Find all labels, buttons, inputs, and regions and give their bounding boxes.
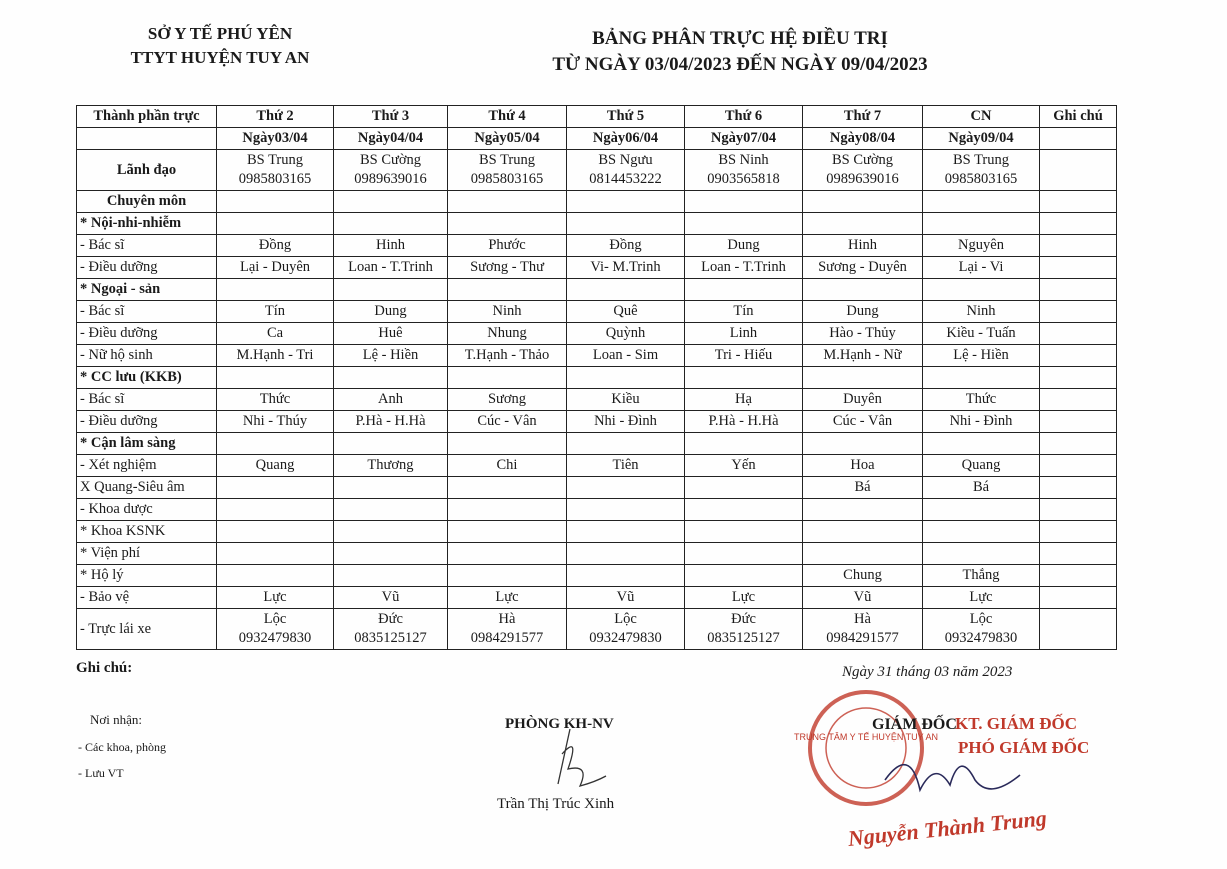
table-row: [77, 455, 1117, 477]
table-row: [77, 279, 1117, 301]
table-cell: [567, 367, 685, 389]
note-cell: [1040, 235, 1117, 257]
table-cell: [803, 191, 923, 213]
table-cell: [803, 279, 923, 301]
driver-phone: 0984291577: [826, 630, 899, 646]
table-cell: T.Hạnh - Thảo: [448, 345, 567, 367]
table-cell: [685, 499, 803, 521]
table-row: [77, 323, 1117, 345]
note-cell: [1040, 543, 1117, 565]
leader-cell: [217, 150, 334, 191]
table-cell: [334, 191, 448, 213]
table-row: [77, 543, 1117, 565]
note-cell: [1040, 477, 1117, 499]
leader-phone: 0989639016: [354, 171, 427, 187]
row-label: * Viện phí: [77, 543, 217, 565]
table-cell: [685, 543, 803, 565]
table-cell: Nhi - Thúy: [217, 411, 334, 433]
table-cell: [217, 499, 334, 521]
column-header-day: Thứ 5: [567, 106, 685, 128]
director-title: GIÁM ĐỐC: [872, 716, 957, 733]
column-header-day: CN: [923, 106, 1040, 128]
table-cell: [334, 477, 448, 499]
note-cell: [1040, 587, 1117, 609]
table-cell: Loan - T.Trinh: [334, 257, 448, 279]
note-cell: [1040, 455, 1117, 477]
org-line-1: SỞ Y TẾ PHÚ YÊN: [147, 24, 293, 43]
column-header-day: Thứ 2: [217, 106, 334, 128]
leader-cell: [803, 150, 923, 191]
table-row: [77, 433, 1117, 455]
table-cell: Quang: [217, 455, 334, 477]
note-cell: [1040, 389, 1117, 411]
table-cell: [923, 521, 1040, 543]
table-cell: Ca: [217, 323, 334, 345]
driver-name: Lộc: [969, 611, 993, 627]
table-cell: Lại - Duyên: [217, 257, 334, 279]
note-cell: [1040, 499, 1117, 521]
table-cell: Bá: [803, 477, 923, 499]
table-cell: [217, 279, 334, 301]
driver-name: Hà: [498, 611, 516, 627]
table-cell: [334, 433, 448, 455]
table-cell: [923, 191, 1040, 213]
table-cell: Yến: [685, 455, 803, 477]
table-row: [77, 257, 1117, 279]
driver-name: Hà: [854, 611, 871, 627]
table-cell: Vũ: [334, 587, 448, 609]
table-cell: Tiên: [567, 455, 685, 477]
table-cell: [448, 213, 567, 235]
column-header-date: Ngày09/04: [923, 128, 1040, 150]
table-row: [77, 389, 1117, 411]
table-cell: [334, 279, 448, 301]
table-cell: [567, 433, 685, 455]
table-cell: Thức: [217, 389, 334, 411]
row-label: - Bác sĩ: [77, 301, 217, 323]
table-cell: Nhung: [448, 323, 567, 345]
table-cell: Vũ: [567, 587, 685, 609]
driver-cell: [567, 609, 685, 650]
note-cell: [1040, 345, 1117, 367]
table-cell: [448, 279, 567, 301]
row-label: - Xét nghiệm: [77, 455, 217, 477]
table-cell: [1040, 150, 1117, 191]
leader-phone: 0989639016: [826, 171, 899, 187]
row-label: * Nội-nhi-nhiễm: [77, 213, 217, 235]
driver-phone: 0932479830: [238, 630, 312, 646]
table-row: [77, 477, 1117, 499]
table-cell: P.Hà - H.Hà: [685, 411, 803, 433]
table-cell: Ninh: [448, 301, 567, 323]
column-header-day: Thứ 3: [334, 106, 448, 128]
table-cell: [448, 191, 567, 213]
table-cell: Thương: [334, 455, 448, 477]
table-cell: [567, 279, 685, 301]
table-cell: Tín: [217, 301, 334, 323]
row-label: - Bác sĩ: [77, 389, 217, 411]
leader-cell: [448, 150, 567, 191]
row-label: - Nữ hộ sinh: [77, 345, 217, 367]
row-label: * Khoa KSNK: [77, 521, 217, 543]
table-cell: [448, 367, 567, 389]
department-signer: Trần Thị Trúc Xinh: [497, 796, 615, 812]
table-cell: [334, 521, 448, 543]
table-row: [77, 301, 1117, 323]
table-cell: [567, 521, 685, 543]
table-cell: Lại - Vi: [923, 257, 1040, 279]
table-cell: Sương: [448, 389, 567, 411]
table-cell: Bá: [923, 477, 1040, 499]
table-cell: [685, 565, 803, 587]
table-cell: M.Hạnh - Nữ: [803, 345, 923, 367]
column-header-date: Ngày07/04: [685, 128, 803, 150]
column-header-role: Thành phần trực: [77, 106, 217, 128]
table-cell: Lệ - Hiền: [923, 345, 1040, 367]
table-cell: Tín: [685, 301, 803, 323]
driver-cell: [923, 609, 1040, 650]
driver-cell: [448, 609, 567, 650]
department-signature-icon: [540, 724, 610, 794]
row-label: Lãnh đạo: [77, 150, 217, 191]
table-cell: [217, 477, 334, 499]
document-date: Ngày 31 tháng 03 năm 2023: [842, 664, 1013, 680]
table-cell: Tri - Hiếu: [685, 345, 803, 367]
note-cell: [1040, 323, 1117, 345]
table-cell: [803, 433, 923, 455]
table-cell: Quỳnh: [567, 323, 685, 345]
row-label: - Điều dưỡng: [77, 257, 217, 279]
driver-phone: 0932479830: [944, 630, 1018, 646]
table-cell: Nhi - Đình: [923, 411, 1040, 433]
row-label: Chuyên môn: [77, 191, 217, 213]
table-cell: [803, 543, 923, 565]
table-cell: Huê: [334, 323, 448, 345]
table-cell: Loan - Sim: [567, 345, 685, 367]
table-cell: Lực: [685, 587, 803, 609]
driver-name: Đức: [731, 611, 756, 627]
leader-cell: [567, 150, 685, 191]
table-cell: Kiều: [567, 389, 685, 411]
row-label: - Bác sĩ: [77, 235, 217, 257]
column-header-note: Ghi chú: [1040, 106, 1117, 128]
leader-name: BS Trung: [952, 152, 1010, 168]
recipient-item: - Các khoa, phòng: [78, 740, 166, 754]
table-cell: Dung: [803, 301, 923, 323]
note-cell: [1040, 191, 1117, 213]
table-row: [77, 191, 1117, 213]
note-cell: [1040, 257, 1117, 279]
table-cell: Linh: [685, 323, 803, 345]
row-label: - Khoa dược: [77, 499, 217, 521]
director-signature-icon: [880, 740, 1030, 810]
table-cell: Dung: [685, 235, 803, 257]
table-cell: Vũ: [803, 587, 923, 609]
table-cell: [334, 565, 448, 587]
table-row: [77, 521, 1117, 543]
table-cell: [448, 565, 567, 587]
table-cell: [923, 213, 1040, 235]
leader-cell: [685, 150, 803, 191]
driver-cell: [803, 609, 923, 650]
leader-phone: 0903565818: [707, 171, 780, 187]
table-row: [77, 499, 1117, 521]
table-cell: [567, 191, 685, 213]
table-cell: [685, 477, 803, 499]
org-line-2: TTYT HUYỆN TUY AN: [130, 48, 310, 67]
table-header-date-row: [77, 128, 1117, 150]
table-cell: Lực: [448, 587, 567, 609]
leader-name: BS Cường: [831, 152, 894, 168]
leader-name: BS Cường: [359, 152, 422, 168]
table-cell: [923, 499, 1040, 521]
document-title: [470, 26, 1010, 78]
table-cell: Hoa: [803, 455, 923, 477]
table-cell: [217, 565, 334, 587]
table-cell: Phước: [448, 235, 567, 257]
table-cell: Ninh: [923, 301, 1040, 323]
driver-cell: [334, 609, 448, 650]
note-cell: [1040, 279, 1117, 301]
table-cell: [567, 213, 685, 235]
table-cell: [803, 367, 923, 389]
row-label: * Cận lâm sàng: [77, 433, 217, 455]
table-cell: [217, 521, 334, 543]
column-header-date: Ngày04/04: [334, 128, 448, 150]
table-cell: [923, 433, 1040, 455]
table-row: [77, 235, 1117, 257]
driver-cell: [685, 609, 803, 650]
seal-text: TRUNG TÂM Y TẾ HUYỆN TUY AN: [793, 732, 939, 742]
table-cell: [685, 367, 803, 389]
table-cell: [923, 279, 1040, 301]
table-cell: Sương - Thư: [448, 257, 567, 279]
table-cell: Quê: [567, 301, 685, 323]
table-row: [77, 411, 1117, 433]
table-cell: [1040, 609, 1117, 650]
table-cell: [448, 543, 567, 565]
table-cell: Hạ: [685, 389, 803, 411]
note-cell: [1040, 521, 1117, 543]
table-cell: Chi: [448, 455, 567, 477]
leader-phone: 0985803165: [238, 171, 312, 187]
table-cell: [803, 521, 923, 543]
leader-phone: 0985803165: [470, 171, 544, 187]
leader-cell: [334, 150, 448, 191]
note-cell: [1040, 411, 1117, 433]
table-cell: Lệ - Hiền: [334, 345, 448, 367]
table-cell: Lực: [217, 587, 334, 609]
table-cell: Thức: [923, 389, 1040, 411]
table-cell: [803, 213, 923, 235]
table-cell: [217, 433, 334, 455]
table-cell: Loan - T.Trinh: [685, 257, 803, 279]
table-cell: [334, 543, 448, 565]
title-line-1: BẢNG PHÂN TRỰC HỆ ĐIỀU TRỊ: [592, 28, 888, 49]
driver-cell: [217, 609, 334, 650]
table-cell: Hinh: [803, 235, 923, 257]
row-label: * Hộ lý: [77, 565, 217, 587]
leader-name: BS Ninh: [718, 152, 769, 168]
table-cell: [217, 191, 334, 213]
driver-name: Lộc: [263, 611, 287, 627]
title-line-2: TỪ NGÀY 03/04/2023 ĐẾN NGÀY 09/04/2023: [552, 54, 928, 75]
row-label: * Ngoại - sản: [77, 279, 217, 301]
table-cell: Anh: [334, 389, 448, 411]
leader-phone: 0985803165: [944, 171, 1018, 187]
table-row: [77, 367, 1117, 389]
recipient-item: - Lưu VT: [78, 766, 124, 780]
table-cell: [448, 521, 567, 543]
row-label: - Điều dưỡng: [77, 411, 217, 433]
table-cell: [923, 367, 1040, 389]
leader-phone: 0814453222: [589, 171, 662, 187]
table-row: [77, 345, 1117, 367]
table-cell: Lực: [923, 587, 1040, 609]
driver-name: Đức: [378, 611, 403, 627]
duty-schedule-table: [76, 105, 1117, 650]
row-label: - Bảo vệ: [77, 587, 217, 609]
table-row: [77, 213, 1117, 235]
driver-phone: 0984291577: [470, 630, 544, 646]
table-cell: [685, 521, 803, 543]
table-header-row: [77, 106, 1117, 128]
table-cell: [448, 433, 567, 455]
organization-header: [90, 22, 350, 70]
acting-title: KT. GIÁM ĐỐC: [955, 714, 1077, 733]
column-header-date: Ngày03/04: [217, 128, 334, 150]
table-cell: Cúc - Vân: [803, 411, 923, 433]
column-header-day: Thứ 7: [803, 106, 923, 128]
driver-phone: 0932479830: [589, 630, 662, 646]
row-label: - Trực lái xe: [77, 609, 217, 650]
table-cell: Đồng: [217, 235, 334, 257]
table-cell: [685, 279, 803, 301]
table-cell: M.Hạnh - Tri: [217, 345, 334, 367]
table-cell: Đồng: [567, 235, 685, 257]
leader-name: BS Trung: [478, 152, 536, 168]
department-title: PHÒNG KH-NV: [505, 716, 614, 732]
table-row: [77, 150, 1117, 191]
table-cell: Chung: [803, 565, 923, 587]
table-cell: [567, 499, 685, 521]
column-header-date: Ngày08/04: [803, 128, 923, 150]
director-signer: Nguyễn Thành Trung: [846, 805, 1048, 851]
table-cell: Hinh: [334, 235, 448, 257]
note-cell: [1040, 433, 1117, 455]
leader-cell: [923, 150, 1040, 191]
note-label: Ghi chú:: [76, 660, 133, 676]
note-cell: [1040, 565, 1117, 587]
table-cell: Kiều - Tuấn: [923, 323, 1040, 345]
column-header-date: Ngày05/04: [448, 128, 567, 150]
note-cell: [1040, 301, 1117, 323]
column-header-day: Thứ 6: [685, 106, 803, 128]
vice-director-title: PHÓ GIÁM ĐỐC: [958, 738, 1090, 757]
table-cell: Quang: [923, 455, 1040, 477]
table-cell: [217, 367, 334, 389]
table-cell: [685, 433, 803, 455]
driver-phone: 0835125127: [354, 630, 427, 646]
table-cell: [334, 367, 448, 389]
table-cell: [803, 499, 923, 521]
table-cell: Thắng: [923, 565, 1040, 587]
table-cell: [567, 477, 685, 499]
table-cell: [923, 543, 1040, 565]
column-header-date: Ngày06/04: [567, 128, 685, 150]
table-cell: [217, 543, 334, 565]
table-cell: Sương - Duyên: [803, 257, 923, 279]
leader-name: BS Trung: [246, 152, 304, 168]
table-cell: [448, 499, 567, 521]
table-cell: [567, 543, 685, 565]
table-cell: [1040, 128, 1117, 150]
row-label: * CC lưu (KKB): [77, 367, 217, 389]
table-cell: Hào - Thủy: [803, 323, 923, 345]
table-cell: [334, 499, 448, 521]
note-cell: [1040, 213, 1117, 235]
column-header-day: Thứ 4: [448, 106, 567, 128]
table-cell: Nhi - Đình: [567, 411, 685, 433]
table-cell: Nguyên: [923, 235, 1040, 257]
table-cell: [217, 213, 334, 235]
table-row: [77, 609, 1117, 650]
table-cell: [334, 213, 448, 235]
table-cell: Dung: [334, 301, 448, 323]
driver-name: Lộc: [614, 611, 637, 627]
table-cell: Cúc - Vân: [448, 411, 567, 433]
driver-phone: 0835125127: [707, 630, 780, 646]
table-cell: P.Hà - H.Hà: [334, 411, 448, 433]
recipients-title: Nơi nhận:: [90, 712, 143, 727]
leader-name: BS Ngưu: [598, 152, 653, 168]
table-cell: [685, 213, 803, 235]
row-label: X Quang-Siêu âm: [77, 477, 217, 499]
table-cell: Duyên: [803, 389, 923, 411]
table-row: [77, 565, 1117, 587]
note-cell: [1040, 367, 1117, 389]
table-cell: [77, 128, 217, 150]
table-cell: Vi- M.Trinh: [567, 257, 685, 279]
table-row: [77, 587, 1117, 609]
table-cell: [448, 477, 567, 499]
row-label: - Điều dưỡng: [77, 323, 217, 345]
table-cell: [567, 565, 685, 587]
table-cell: [685, 191, 803, 213]
